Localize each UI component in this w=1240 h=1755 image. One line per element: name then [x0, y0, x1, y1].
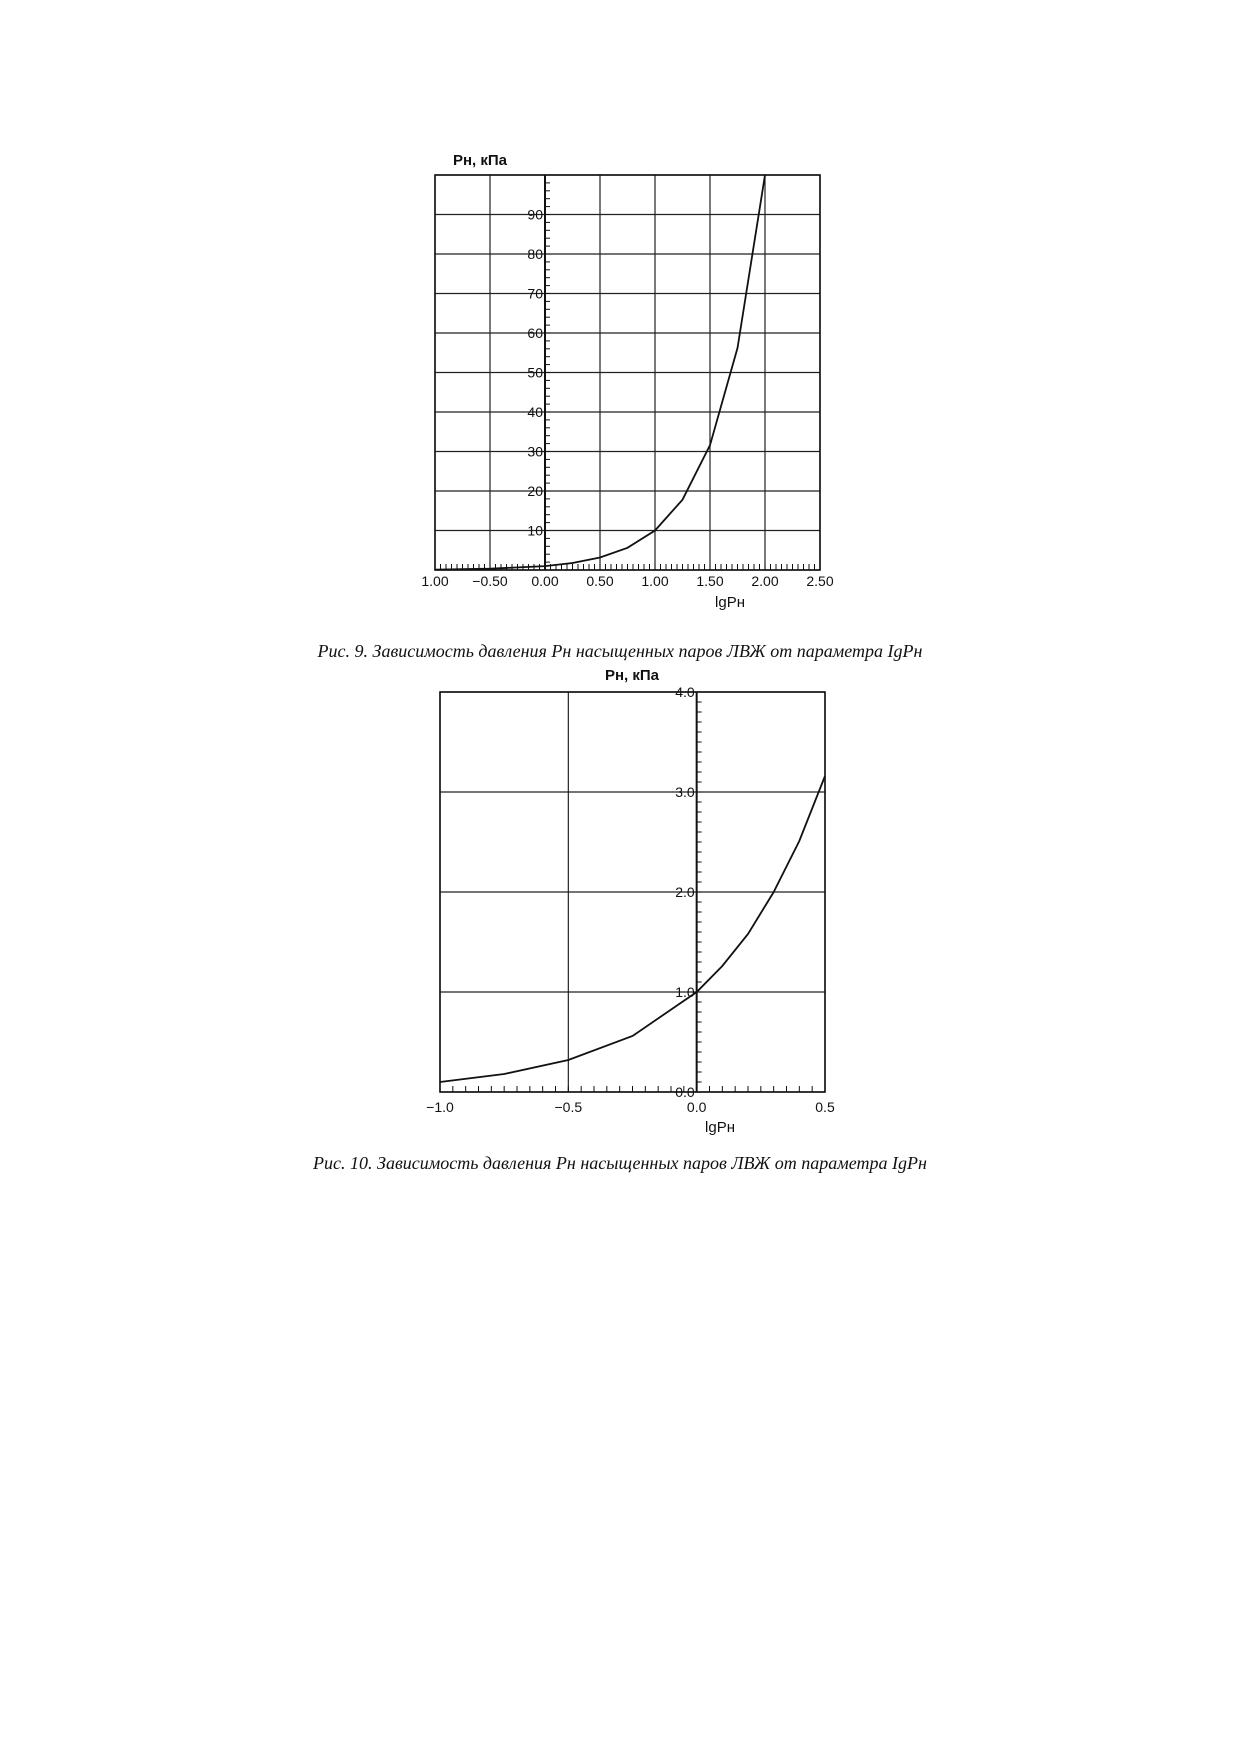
y-tick-label: 90 [527, 206, 543, 223]
y-axis-title: Pн, кПа [604, 667, 660, 684]
x-tick-label: 0.00 [531, 573, 559, 589]
y-tick-label: 30 [527, 443, 543, 460]
y-tick-label: 50 [527, 364, 543, 381]
y-tick-label: 2.0 [675, 884, 695, 900]
y-tick-label: 0.0 [675, 1084, 695, 1100]
series-line [440, 776, 825, 1082]
x-tick-label: 2.00 [751, 573, 779, 589]
chart-fig9 [400, 140, 860, 620]
y-axis-title: Pн, кПа [452, 152, 508, 169]
x-tick-label: −1.0 [426, 1099, 454, 1115]
caption-fig10: Рис. 10. Зависимость давления Рн насыщенных паров ЛВЖ от параметра IgPн [313, 1153, 927, 1173]
caption-fig9: Рис. 9. Зависимость давления Рн насыщенных паров ЛВЖ от параметра IgPн [317, 641, 923, 661]
x-tick-label: 1.00 [421, 573, 449, 589]
x-axis-title: lgPн [715, 594, 745, 611]
y-tick-label: 20 [527, 483, 543, 499]
y-tick-label: 1.0 [675, 984, 695, 1000]
x-tick-label: −0.5 [554, 1099, 583, 1115]
x-tick-label: 1.00 [641, 573, 669, 589]
y-tick-label: 60 [527, 325, 543, 341]
x-tick-label: −0.50 [472, 573, 508, 589]
x-axis-title: lgPн [705, 1119, 735, 1136]
y-tick-label: 80 [527, 246, 543, 262]
y-tick-label: 3.0 [675, 784, 695, 800]
y-tick-label: 40 [527, 404, 543, 420]
y-tick-label: 4.0 [675, 684, 695, 700]
x-tick-label: 0.0 [686, 1099, 707, 1115]
x-tick-label: 0.5 [815, 1099, 835, 1115]
y-tick-label: 70 [527, 285, 543, 302]
y-tick-label: 10 [527, 522, 543, 539]
x-tick-label: 1.50 [696, 573, 724, 589]
chart-fig10 [400, 660, 860, 1140]
x-tick-label: 2.50 [806, 573, 834, 589]
x-tick-label: 0.50 [586, 573, 614, 589]
